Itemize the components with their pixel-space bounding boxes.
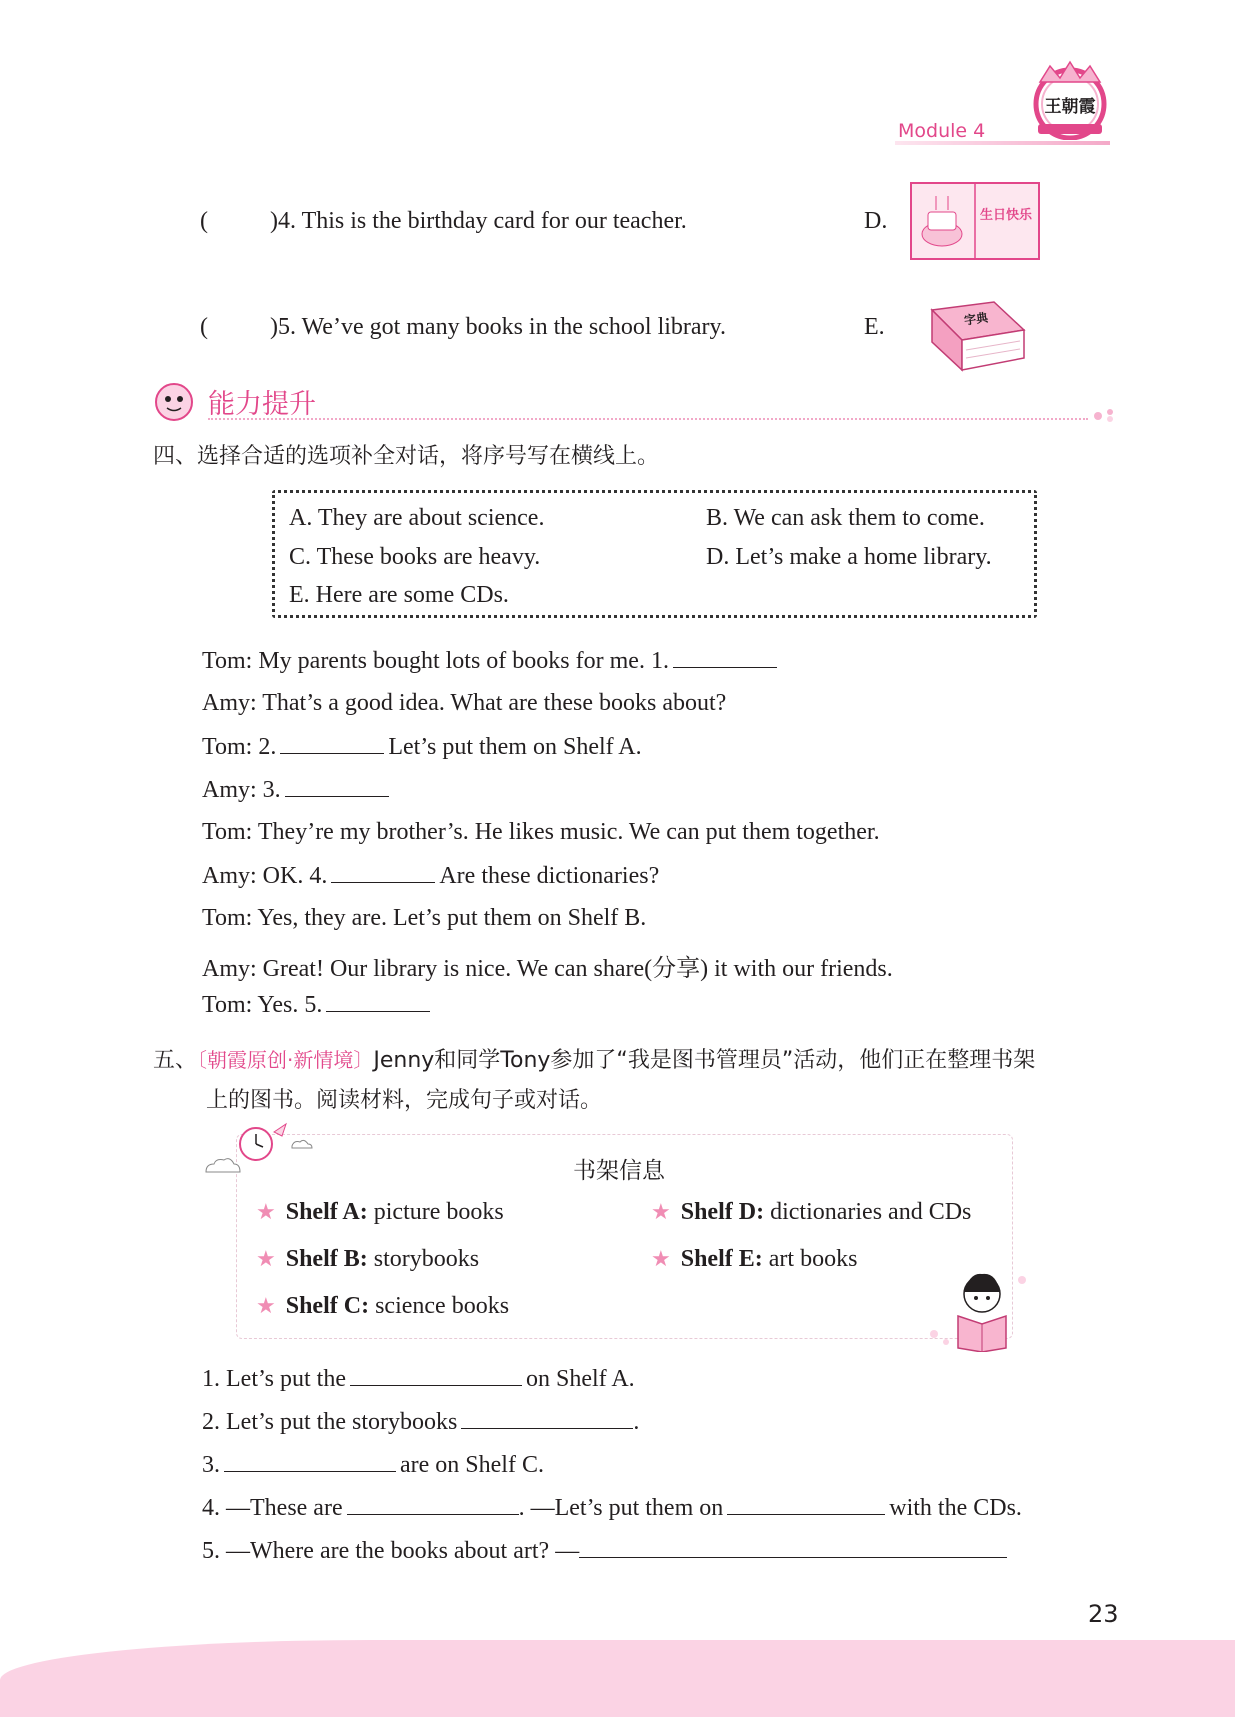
- shelf-a: ★ Shelf A: picture books: [256, 1199, 504, 1225]
- mascot-icon: [152, 380, 198, 422]
- dialogue-line-4: Amy: 3.: [202, 776, 393, 804]
- star-icon: ★: [651, 1246, 671, 1271]
- dialogue-line-9: Tom: Yes. 5.: [202, 991, 434, 1019]
- sentence-5: 5. —Where are the books about art? —: [202, 1537, 1011, 1565]
- dialogue-blank-1[interactable]: [673, 647, 777, 668]
- matching-item-4: ( )4. This is the birthday card for our teacher.: [200, 208, 687, 234]
- header-logo: [1030, 60, 1110, 140]
- star-icon: ★: [256, 1293, 276, 1318]
- sentence-3: 3. are on Shelf C.: [202, 1452, 544, 1478]
- dialogue-blank-4[interactable]: [331, 862, 435, 883]
- dialogue-line-5: Tom: They’re my brother’s. He likes music. We can put them together.: [202, 819, 880, 845]
- option-d: D. Let’s make a home library.: [706, 544, 992, 570]
- sentence-1: 1. Let’s put the on Shelf A.: [202, 1366, 635, 1392]
- sentence-4: 4. —These are . —Let’s put them on with the CDs.: [202, 1495, 1022, 1521]
- option-e: E. Here are some CDs.: [289, 582, 509, 608]
- star-icon: ★: [256, 1199, 276, 1224]
- section-title: 能力提升: [208, 389, 316, 420]
- section-divider: [208, 418, 1088, 420]
- sentence-2: 2. Let’s put the storybooks .: [202, 1409, 640, 1435]
- logo-text: 王朝霞: [1044, 97, 1096, 117]
- star-icon: ★: [651, 1199, 671, 1224]
- dialogue-line-3: Tom: 2. Let’s put them on Shelf A.: [202, 734, 642, 760]
- clock-cloud-icon: [200, 1120, 320, 1182]
- sentence-blank-4a[interactable]: [347, 1494, 519, 1515]
- card-caption: 生日快乐: [980, 208, 1033, 223]
- shelf-e: ★ Shelf E: art books: [651, 1246, 858, 1272]
- page-number: 23: [1088, 1600, 1119, 1628]
- dialogue-line-6: Amy: OK. 4. Are these dictionaries?: [202, 863, 660, 889]
- shelf-b: ★ Shelf B: storybooks: [256, 1246, 480, 1272]
- matching-letter-d: D.: [864, 208, 888, 234]
- book-caption: 字典: [963, 310, 989, 328]
- matching-item-5: ( )5. We’ve got many books in the school library.: [200, 314, 726, 340]
- module-label: Module 4: [898, 120, 986, 142]
- dialogue-blank-3[interactable]: [285, 776, 389, 797]
- q5-title-line1: 五、〔朝霞原创·新情境〕Jenny和同学Tony参加了“我是图书管理员”活动，他们正在整理书架: [153, 1048, 1036, 1073]
- reading-girl-illustration: [920, 1268, 1040, 1352]
- section-header-ability: [152, 378, 1102, 424]
- dialogue-line-7: Tom: Yes, they are. Let’s put them on Shelf B.: [202, 905, 647, 931]
- sentence-blank-4b[interactable]: [727, 1494, 885, 1515]
- dialogue-line-2: Amy: That’s a good idea. What are these books about?: [202, 690, 727, 716]
- q5-tag: 〔朝霞原创·新情境〕: [197, 1048, 374, 1072]
- dialogue-line-1: Tom: My parents bought lots of books for me. 1.: [202, 647, 781, 675]
- q4-title: 四、选择合适的选项补全对话，将序号写在横线上。: [153, 444, 660, 469]
- star-icon: ★: [256, 1246, 276, 1271]
- dialogue-line-8: Amy: Great! Our library is nice. We can share(分享) it with our friends.: [202, 956, 893, 982]
- q5-title-line2: 上的图书。阅读材料，完成句子或对话。: [206, 1088, 603, 1113]
- shelf-info-title: 书架信息: [573, 1158, 665, 1184]
- sentence-blank-1[interactable]: [350, 1365, 522, 1386]
- dictionary-image: [924, 300, 1028, 376]
- birthday-card-image: [910, 182, 1040, 260]
- option-c: C. These books are heavy.: [289, 544, 541, 570]
- option-a: A. They are about science.: [289, 505, 545, 531]
- dialogue-blank-5[interactable]: [326, 991, 430, 1012]
- sentence-blank-2[interactable]: [461, 1408, 633, 1429]
- shelf-c: ★ Shelf C: science books: [256, 1293, 510, 1319]
- divider-dots: [1092, 406, 1122, 427]
- matching-letter-e: E.: [864, 314, 885, 340]
- dialogue-blank-2[interactable]: [280, 733, 384, 754]
- sentence-blank-5[interactable]: [579, 1537, 1007, 1558]
- sentence-blank-3[interactable]: [224, 1451, 396, 1472]
- shelf-d: ★ Shelf D: dictionaries and CDs: [651, 1199, 972, 1225]
- option-b: B. We can ask them to come.: [706, 505, 985, 531]
- footer-band: [0, 1640, 1235, 1717]
